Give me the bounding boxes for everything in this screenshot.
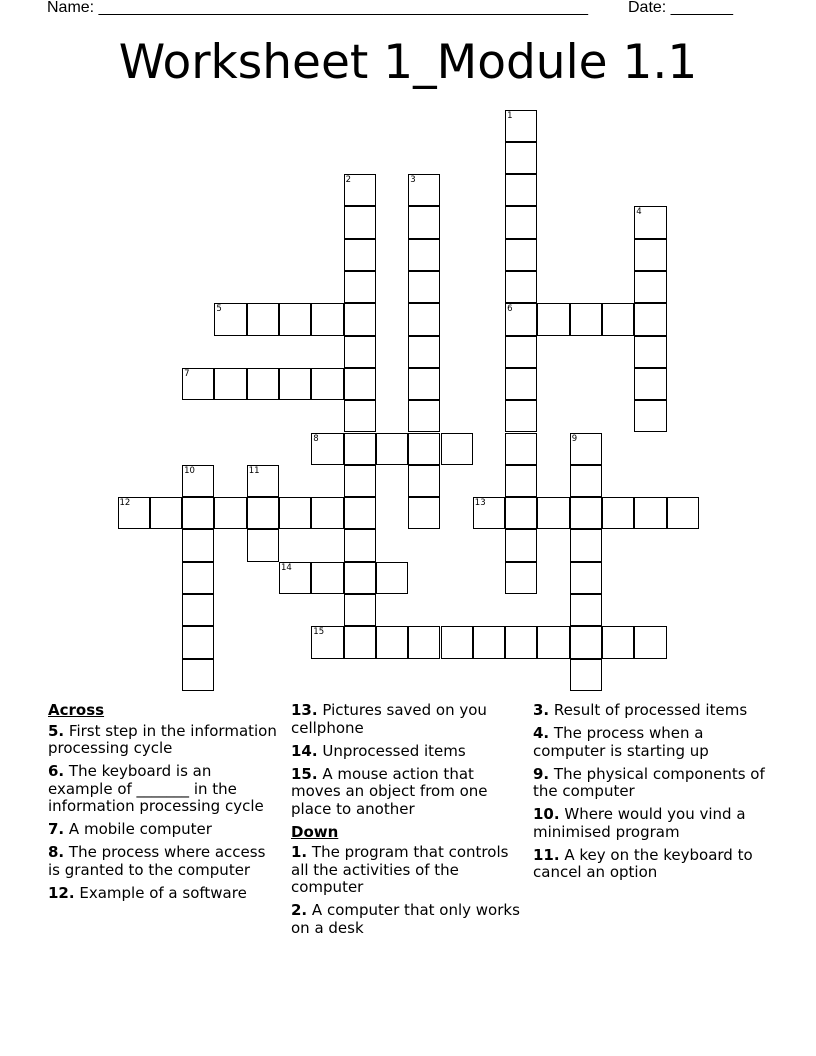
crossword-cell[interactable] (408, 206, 440, 238)
crossword-cell[interactable] (182, 497, 214, 529)
crossword-cell[interactable] (344, 529, 376, 561)
crossword-cell[interactable] (344, 368, 376, 400)
crossword-cell[interactable] (279, 303, 311, 335)
crossword-cell[interactable] (182, 529, 214, 561)
crossword-cell[interactable] (570, 497, 602, 529)
crossword-cell[interactable] (505, 529, 537, 561)
crossword-cell[interactable] (602, 303, 634, 335)
crossword-cell[interactable] (344, 497, 376, 529)
crossword-cell[interactable] (182, 465, 214, 497)
clues-column-3 (533, 702, 773, 887)
date-line: _______ (670, 0, 733, 16)
page-title: Worksheet 1_Module 1.1 (118, 35, 698, 90)
crossword-cell[interactable] (634, 626, 666, 658)
crossword-cell[interactable] (570, 626, 602, 658)
crossword-cell[interactable] (376, 562, 408, 594)
crossword-cell[interactable] (473, 626, 505, 658)
clue-number: 7 (184, 368, 190, 379)
crossword-cell[interactable] (214, 303, 246, 335)
crossword-cell[interactable] (182, 368, 214, 400)
clue-number: 10 (184, 465, 195, 476)
crossword-cell[interactable] (279, 562, 311, 594)
clue-number: 3 (410, 175, 416, 186)
crossword-cell[interactable] (570, 433, 602, 465)
crossword-cell[interactable] (247, 368, 279, 400)
crossword-cell[interactable] (311, 433, 343, 465)
crossword-cell[interactable] (602, 497, 634, 529)
crossword-cell[interactable] (408, 303, 440, 335)
clue-across-15: 15. A mouse action that moves an object from one place to another (291, 764, 488, 818)
crossword-cell[interactable] (634, 303, 666, 335)
crossword-cell[interactable] (408, 174, 440, 206)
crossword-cell[interactable] (376, 433, 408, 465)
clue-number: 11 (248, 465, 260, 476)
crossword-cell[interactable] (182, 659, 214, 691)
crossword-cell[interactable] (570, 303, 602, 335)
clue-number: 15 (313, 627, 325, 638)
clue-across-14: 14. Unprocessed items (291, 741, 466, 760)
crossword-cell[interactable] (344, 562, 376, 594)
crossword-cell[interactable] (408, 271, 440, 303)
clue-number: 12 (119, 498, 131, 509)
clue-number: 2 (345, 175, 352, 186)
crossword-cell[interactable] (473, 497, 505, 529)
crossword-cell[interactable] (182, 562, 214, 594)
crossword-cell[interactable] (505, 400, 537, 432)
crossword-cell[interactable] (634, 206, 666, 238)
crossword-cell[interactable] (537, 626, 569, 658)
crossword-cell[interactable] (408, 400, 440, 432)
crossword-cell[interactable] (505, 303, 537, 335)
crossword-cell[interactable] (505, 110, 537, 142)
clue-number: 9 (571, 433, 578, 444)
crossword-cell[interactable] (505, 497, 537, 529)
crossword-cell[interactable] (667, 497, 699, 529)
crossword-cell[interactable] (634, 239, 666, 271)
crossword-cell[interactable] (247, 529, 279, 561)
name-line: _______________________________________________________ (98, 0, 588, 16)
clue-across-6: 6. The keyboard is an example of _______ in the information processing cycle (48, 762, 264, 815)
crossword-cell[interactable] (634, 271, 666, 303)
crossword-cell[interactable] (344, 433, 376, 465)
crossword-cell[interactable] (634, 336, 666, 368)
clue-down-9: 9. The physical components of the computer (533, 764, 765, 800)
crossword-cell[interactable] (247, 303, 279, 335)
crossword-cell[interactable] (247, 465, 279, 497)
clue-down-1: 1. The program that controls all the activities of the computer (291, 843, 509, 896)
clues-column-1 (48, 702, 280, 908)
crossword-cell[interactable] (344, 465, 376, 497)
clue-across-8: 8. The process where access is granted to the computer (48, 843, 266, 879)
crossword-cell[interactable] (441, 626, 473, 658)
crossword-cell[interactable] (505, 562, 537, 594)
crossword-cell[interactable] (634, 497, 666, 529)
crossword-cell[interactable] (311, 368, 343, 400)
clues-column-2 (291, 702, 523, 943)
crossword-cell[interactable] (279, 368, 311, 400)
crossword-cell[interactable] (311, 303, 343, 335)
crossword-cell[interactable] (150, 497, 182, 529)
crossword-cell[interactable] (311, 626, 343, 658)
crossword-cell[interactable] (344, 626, 376, 658)
crossword-cell[interactable] (570, 562, 602, 594)
crossword-cell[interactable] (344, 336, 376, 368)
clue-across-12: 12. Example of a software (48, 883, 247, 902)
crossword-cell[interactable] (344, 271, 376, 303)
crossword-cell[interactable] (505, 174, 537, 206)
crossword-cell[interactable] (505, 368, 537, 400)
crossword-cell[interactable] (408, 336, 440, 368)
crossword-cell[interactable] (537, 303, 569, 335)
clue-number: 13 (474, 498, 486, 509)
crossword-cell[interactable] (182, 594, 214, 626)
clue-across-5: 5. First step in the information processing cycle (48, 721, 277, 757)
clue-number: 6 (507, 304, 513, 315)
crossword-cell[interactable] (570, 529, 602, 561)
crossword-cell[interactable] (634, 368, 666, 400)
crossword-cell[interactable] (344, 174, 376, 206)
clue-across-7: 7. A mobile computer (48, 820, 212, 838)
clue-number: 14 (281, 562, 292, 573)
crossword-cell[interactable] (537, 497, 569, 529)
crossword-cell[interactable] (311, 562, 343, 594)
clue-number: 8 (313, 433, 319, 444)
crossword-cell[interactable] (214, 368, 246, 400)
crossword-cell[interactable] (505, 142, 537, 174)
crossword-cell[interactable] (634, 400, 666, 432)
crossword-cell[interactable] (408, 433, 440, 465)
crossword-cell[interactable] (570, 659, 602, 691)
clue-number: 1 (507, 110, 513, 121)
crossword-cell[interactable] (505, 336, 537, 368)
crossword-cell[interactable] (408, 497, 440, 529)
crossword-cell[interactable] (505, 206, 537, 238)
crossword-cell[interactable] (505, 465, 537, 497)
crossword-cell[interactable] (344, 239, 376, 271)
date-label: Date: (628, 0, 667, 16)
clue-down-10: 10. Where would you vind a minimised program (533, 805, 746, 841)
clue-number: 5 (216, 304, 222, 315)
crossword-cell[interactable] (408, 626, 440, 658)
crossword-cell[interactable] (344, 594, 376, 626)
name-label: Name: (47, 0, 95, 16)
crossword-cell[interactable] (505, 271, 537, 303)
crossword-cell[interactable] (311, 497, 343, 529)
crossword-cell[interactable] (441, 433, 473, 465)
crossword-cell[interactable] (408, 239, 440, 271)
crossword-cell[interactable] (376, 626, 408, 658)
crossword-cell[interactable] (279, 497, 311, 529)
crossword-cell[interactable] (344, 206, 376, 238)
crossword-cell[interactable] (505, 433, 537, 465)
crossword-cell[interactable] (570, 465, 602, 497)
crossword-cell[interactable] (408, 368, 440, 400)
crossword-cell[interactable] (344, 303, 376, 335)
crossword-cell[interactable] (505, 626, 537, 658)
crossword-cell[interactable] (505, 239, 537, 271)
clue-down-11: 11. A key on the keyboard to cancel an option (533, 845, 753, 881)
across-heading: Across (48, 701, 105, 719)
clue-across-13: 13. Pictures saved on you cellphone (291, 701, 487, 737)
down-heading: Down (291, 822, 339, 841)
clue-down-3: 3. Result of processed items (533, 701, 748, 719)
crossword-cell[interactable] (602, 626, 634, 658)
clue-down-2: 2. A computer that only works on a desk (291, 901, 520, 937)
crossword-cell[interactable] (214, 497, 246, 529)
crossword-cell[interactable] (118, 497, 150, 529)
crossword-cell[interactable] (570, 594, 602, 626)
crossword-cell[interactable] (344, 400, 376, 432)
crossword-cell[interactable] (408, 465, 440, 497)
clue-number: 4 (636, 207, 642, 218)
crossword-cell[interactable] (247, 497, 279, 529)
clue-down-4: 4. The process when a computer is starting up (533, 724, 709, 760)
crossword-cell[interactable] (182, 626, 214, 658)
